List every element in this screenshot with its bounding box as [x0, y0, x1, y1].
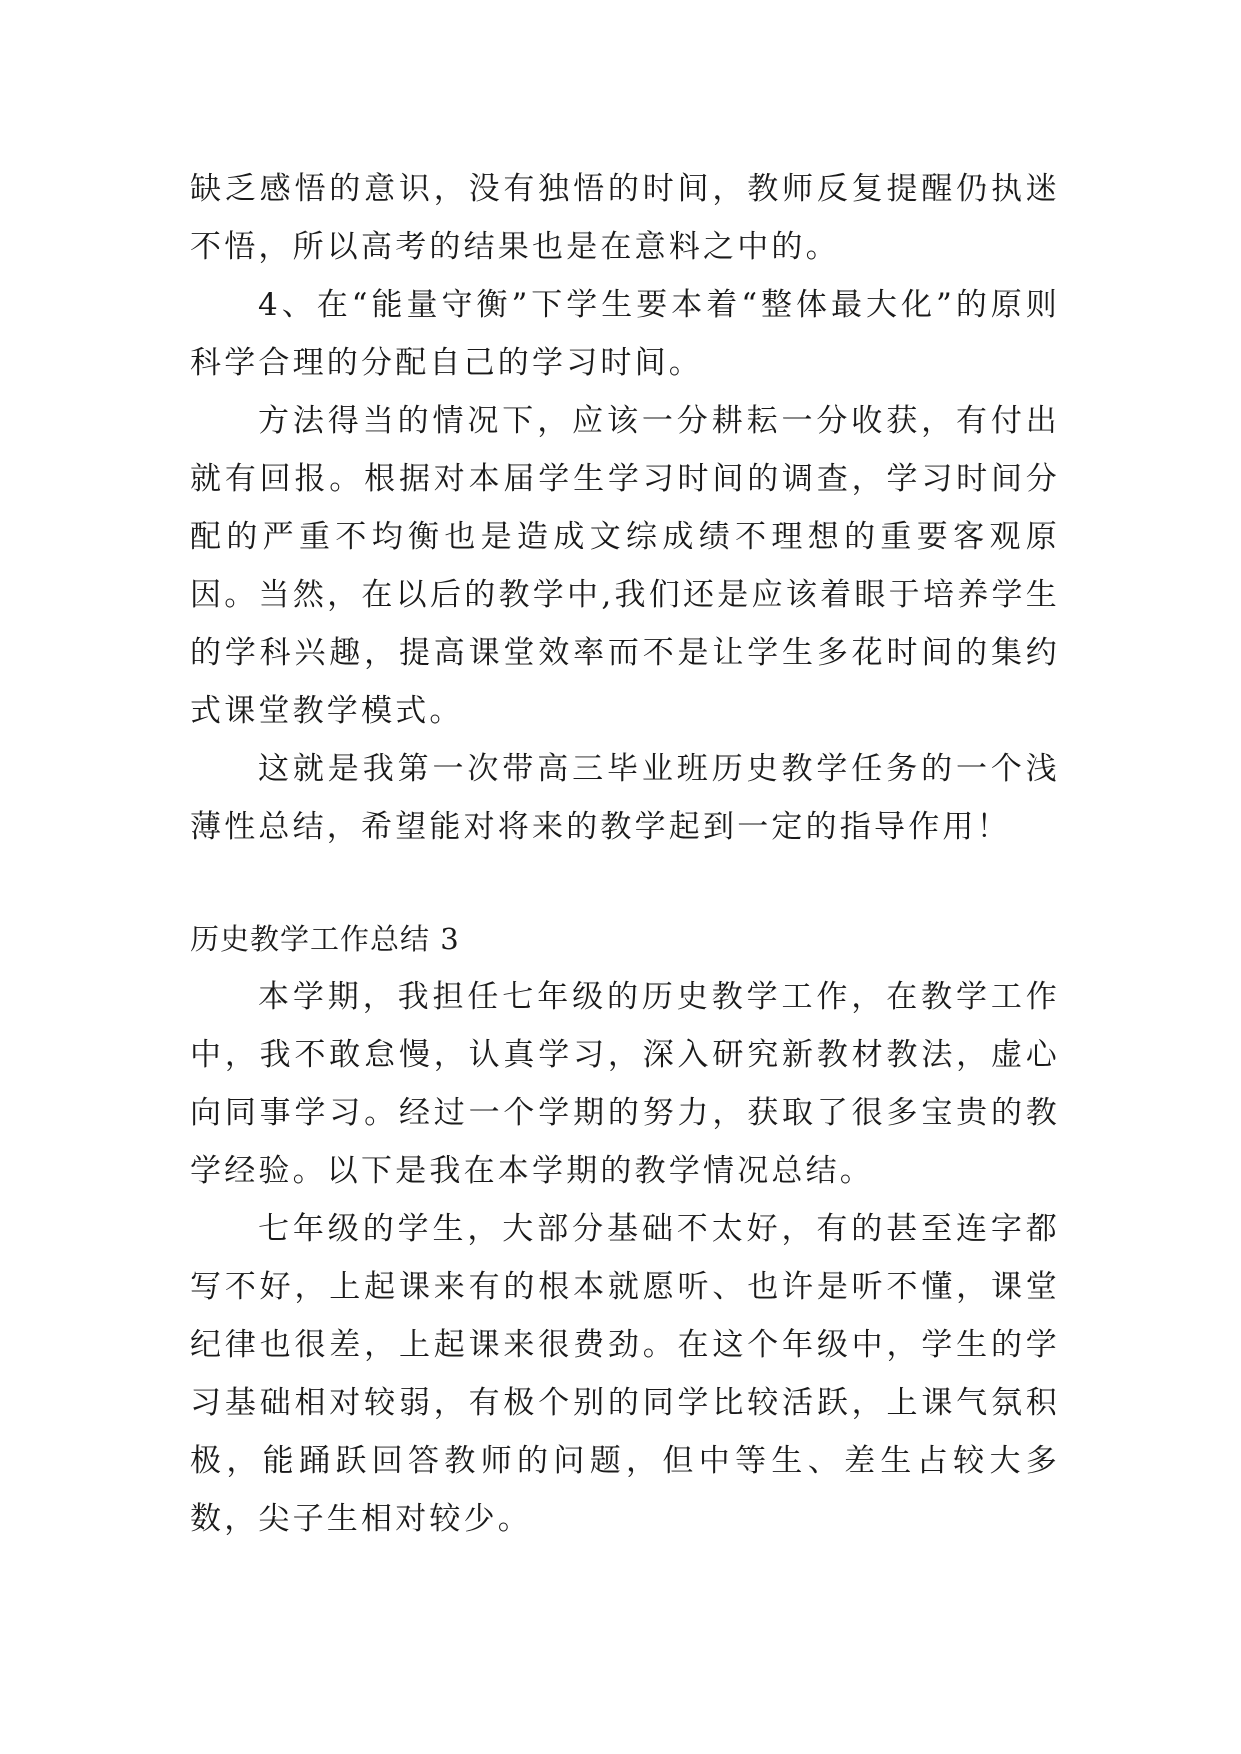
paragraph-intro: 本学期，我担任七年级的历史教学工作，在教学工作中，我不敢怠慢，认真学习，深入研究新教材教法，虚心向同事学习。经过一个学期的努力，获取了很多宝贵的教学经验。以下是我在本学期的教学情况总结。 — [190, 979, 1060, 1189]
paragraph-students: 七年级的学生，大部分基础不太好，有的甚至连字都写不好，上起课来有的根本就愿听、也许是听不懂，课堂纪律也很差，上起课来很费劲。在这个年级中，学生的学习基础相对较弱，有极个别的同学比较活跃，上课气氛积极，能踊跃回答教师的问题，但中等生、差生占较大多数，尖子生相对较少。 — [190, 1211, 1060, 1537]
document-body — [190, 160, 1060, 1548]
paragraph-conclusion: 这就是我第一次带高三毕业班历史教学任务的一个浅薄性总结，希望能对将来的教学起到一定的指导作用！ — [190, 751, 1060, 845]
paragraph-point-4: 4、在“能量守衡”下学生要本着“整体最大化”的原则科学合理的分配自己的学习时间。 — [190, 287, 1060, 381]
section-title: 历史教学工作总结 3 — [190, 922, 460, 956]
paragraph-continuation: 缺乏感悟的意识，没有独悟的时间，教师反复提醒仍执迷不悟，所以高考的结果也是在意料之中的。 — [190, 171, 1060, 265]
paragraph-method: 方法得当的情况下，应该一分耕耘一分收获，有付出就有回报。根据对本届学生学习时间的调查，学习时间分配的严重不均衡也是造成文综成绩不理想的重要客观原因。当然，在以后的教学中,我们还是应该着眼于培养学生的学科兴趣，提高课堂效率而不是让学生多花时间的集约式课堂教学模式。 — [190, 403, 1060, 729]
